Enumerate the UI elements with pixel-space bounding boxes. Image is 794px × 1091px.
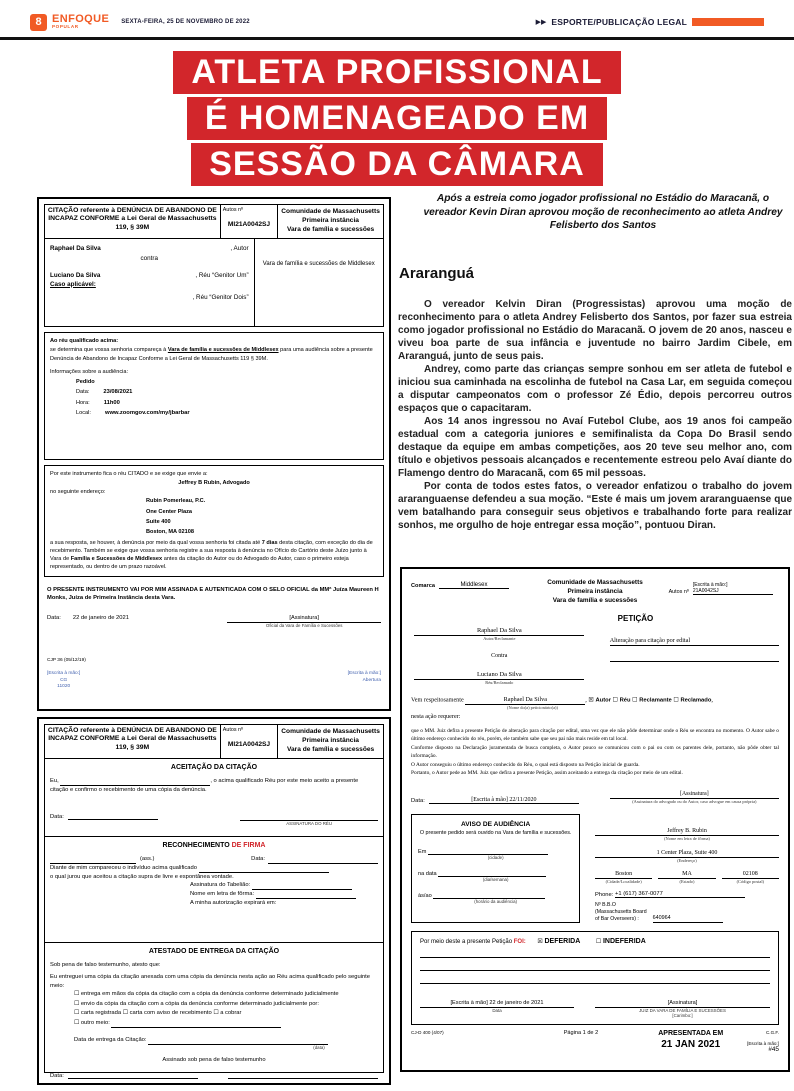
petition-title: PETIÇÃO (617, 613, 654, 623)
response-instructions: a sua resposta, se houver, à denúncia por meio da qual vossa senhoria foi citada até 7 dias desta citação, com exceção do dia de recebimento. Também se exige que vossa senhoria registre a sua resposta à denúncia no Ofício do Cartório deste Juízo junto à Vara de Família e Sucessões de Middlesex antes da citação do Autor ou do Advogado do Autor, caso o primeiro esteja representado, ou dentro de um prazo razoável. (50, 539, 373, 571)
service-option: carta registrada (80, 1010, 122, 1017)
double-arrow-icon: ▶▶ (535, 19, 547, 26)
proof-of-service-section (44, 943, 384, 1080)
blank-line (199, 866, 329, 873)
notice-title: AVISO DE AUDIÊNCIA (461, 821, 531, 829)
judge-signature-placeholder: [Assinatura] (595, 1000, 770, 1008)
date-handwritten: [Escrita à mão] 22/11/2020 (429, 797, 579, 804)
handwriting-row (44, 671, 384, 691)
headline-bar-3: SESSÃO DA CÂMARA (191, 143, 603, 186)
handwriting-right (348, 671, 381, 691)
court-division-emphasis: Vara de família e sucessões de Middlesex (167, 346, 279, 353)
attorney-address (146, 496, 378, 536)
blank-line (420, 958, 770, 971)
headline (0, 48, 794, 186)
form-code: CJP 36 (05/12/19) (47, 658, 86, 664)
phone-label: Phone: (594, 892, 614, 899)
date-label: Data: (50, 813, 64, 820)
address-intro: no seguinte endereço: (50, 488, 106, 495)
checkbox-icon: ☐ (595, 938, 602, 945)
masthead-date: SEXTA-FEIRA, 25 DE NOVEMBRO DE 2022 (121, 19, 250, 25)
blank-line (420, 945, 770, 958)
checkbox-icon: ☐ (74, 1000, 80, 1007)
delivery-date-row (74, 1036, 378, 1045)
proof-title: ATESTADO DE ENTREGA DA CITAÇÃO (148, 947, 280, 955)
signature-block (227, 615, 381, 628)
address-line: Suite 400 (146, 518, 171, 525)
county-label: Comarca (411, 583, 435, 589)
date-signature-row (44, 615, 384, 628)
court-line: Primeira instância (302, 216, 359, 224)
notice-city-label: Em (418, 848, 427, 855)
citation-header-table (44, 724, 384, 759)
section-header (536, 17, 764, 27)
petitioner-name: Raphael Da Silva (465, 695, 585, 705)
court-cell (278, 205, 383, 238)
legal-doc-petition (400, 567, 790, 1072)
brand-logo (52, 14, 109, 30)
attorney-name: Jeffrey B. Rubin (595, 828, 779, 836)
petition-parties (411, 627, 779, 685)
defendant-signature-caption: ASSINATURA DO RÉU (286, 821, 333, 827)
attorney-address-caption: (Endereço) (677, 858, 697, 864)
checkbox-icon: ☐ (612, 696, 619, 704)
role-reu: Réu (619, 697, 631, 704)
stamp-label: [Carimbo:] (672, 1012, 693, 1018)
signed-under-penalty: Assinado sob pena de falso testemunho (162, 1056, 266, 1063)
date-label: Data: (47, 615, 61, 622)
notice-time-caption: (horário da audiência) (474, 898, 517, 904)
legal-doc-citation (37, 197, 391, 711)
blank-line (428, 848, 548, 855)
masthead (30, 9, 764, 35)
notary-date-label: Data: (251, 856, 265, 863)
checkbox-icon: ☐ (74, 1019, 80, 1026)
checkbox-icon: ☐ (122, 1010, 128, 1017)
docket-label: Autos nº (222, 727, 243, 733)
date-label: Data: (50, 1073, 64, 1080)
notice-date-caption: (dia/semana) (482, 876, 509, 882)
notary-title: RECONHECIMENTO (162, 841, 232, 849)
service-option: envio da cópia da citação com a cópia da denúncia conforme determinado judicialmente por: (80, 1000, 319, 1007)
blank-line (252, 883, 352, 890)
checkbox-icon: ☐ (74, 991, 80, 998)
court-emphasis: Família e Sucessões de Middlesex (70, 555, 163, 562)
petition-paragraph: Conforme disposto na Declaração juramentada de busca completa, o Autor pouco se comunicou com o pai ou com os parentes dele, portanto, não pôde obter tal informação. (411, 744, 779, 760)
blank-line (240, 814, 378, 821)
signature-caption: (Assinatura do advogado ou do Autor, caso advogue em causa própria) (632, 799, 757, 805)
date-label: Data: (411, 798, 425, 805)
citation-title: CITAÇÃO referente à DENÚNCIA DE ABANDONO DE INCAPAZ CONFORME a Lei Geral de Massachusetts 119, § 39M (45, 725, 221, 758)
signature-placeholder: [Assinatura] (610, 791, 779, 799)
notary-title-red: DE FIRMA (231, 841, 266, 849)
docket-label: Autos nº (668, 589, 689, 595)
handwriting-left (47, 671, 80, 691)
hearing-info (76, 377, 378, 418)
delivery-date-label: Data de entrega da Citação: (74, 1037, 147, 1044)
defendant-name: Luciano Da Silva (414, 671, 584, 680)
bbo-label: (Massachusetts Board (594, 909, 647, 916)
defendant1-name: Luciano Da Silva (50, 271, 101, 279)
court-line: Primeira instância (567, 587, 623, 595)
petition-subject: Alteração para citação por edital (610, 637, 779, 646)
checkbox-checked-icon: ☒ (537, 938, 543, 945)
blank-line (268, 857, 378, 864)
page-number-badge: 8 (30, 14, 47, 31)
handwriting-label: [Escrita à mão:] (747, 1040, 779, 1046)
blank-line (68, 813, 158, 820)
response-box (44, 465, 384, 577)
docket-label: Autos nº (222, 207, 243, 213)
blank-line (68, 1072, 198, 1079)
address-line: One Center Plaza (146, 508, 193, 515)
petition-date-signature (411, 791, 779, 804)
summons-box (44, 332, 384, 460)
address-line: Boston, MA 02108 (146, 528, 194, 535)
blank-line (148, 1038, 328, 1045)
handwriting-label: [Escrita à mão:] (347, 671, 381, 677)
court-cell (521, 576, 668, 606)
plaintiff-name: Raphael Da Silva (50, 244, 101, 252)
hearing-info-label: Informações sobre a audiência: (50, 369, 129, 376)
served-line: Por este instrumento fica o réu CITADO e se exige que envie a: (50, 470, 208, 477)
oath-line: Sob pena de falso testemunho, atesto que: (50, 962, 161, 969)
decision-denied: INDEFERIDA (602, 937, 646, 945)
bbo-label: of Bar Overseers) : (594, 915, 639, 922)
hearing-date: 23/08/2021 (103, 389, 133, 396)
signature-placeholder: [Assinatura] (227, 615, 381, 623)
page-indicator: Página 1 de 2 (563, 1029, 599, 1036)
notary-expiry-label: A minha autorização expirará em: (190, 899, 277, 906)
to-defendant-line: Ao réu qualificado acima: (50, 337, 119, 344)
delivered-line: Eu entreguei uma cópia da citação anexada com uma cópia da denúncia nesta ação ao Réu acima qualificado pelo seguinte meio: (50, 973, 371, 989)
attorney-city: Boston (595, 871, 652, 879)
acceptance-section (44, 759, 384, 837)
petition-body (411, 727, 779, 777)
request-intro: nesta ação requerer: (411, 712, 461, 720)
blank-line (228, 1072, 378, 1079)
handwriting-value: #45 (768, 1045, 779, 1053)
notary-signature-label: Assinatura do Tabelião: (190, 882, 251, 889)
citation-title: CITAÇÃO referente à DENÚNCIA DE ABANDONO DE INCAPAZ CONFORME a Lei Geral de Massachusetts 119, § 39M (45, 205, 221, 238)
petitioner-name-caption: (Nome do(a) peticionário(a)) (507, 705, 558, 711)
city-caption: (Cidade/Localidade) (605, 879, 642, 885)
article-paragraph: O vereador Kelvin Diran (Progressistas) aprovou uma moção de reconhecimento para o atleta Andrey Felisberto dos Santos, por fazer sua estreia como jogador profissional no Estádio do Maracanã. O jovem de 20 anos, nasceu e viveu boa parte de sua infância e juventude no bairro Jardim Cibele, em Araranguá, junto de seus pais. (398, 299, 792, 362)
decision-date-handwritten: [Escrita à mão] 22 de janeiro de 2021 (420, 1000, 574, 1008)
decision-granted: DEFERIDA (544, 937, 581, 945)
versus-label: Contra (491, 652, 508, 659)
court-line: Vara de família e sucessões (286, 225, 375, 233)
service-options (74, 990, 378, 1028)
phone-value: +1 (617) 367-0077 (615, 891, 745, 898)
blank-line (420, 971, 770, 984)
section-label: ESPORTE/PUBLICAÇÃO LEGAL (551, 17, 687, 27)
petition-header (411, 576, 779, 606)
hearing-time-label: Hora: (76, 399, 90, 406)
notary-line2: o qual jurou que aceitou a citação supra de livre e espontânea vontade. (50, 873, 234, 880)
plaintiff-role: , Autor (230, 244, 249, 252)
notary-line1: Diante de mim compareceu o indivíduo acima qualificado (50, 864, 378, 873)
witness-clause: O PRESENTE INSTRUMENTO VAI POR MIM ASSINADA E AUTENTICADA COM O SELO OFICIAL da MMª Juíza Maureen H Monks, Juíza de Primeira Instância desta Vara. (47, 586, 379, 602)
signature-abbrev-caption: (ass.) (140, 856, 155, 863)
filed-stamp (658, 1030, 723, 1050)
signature-caption: Oficial da Vara de Família e Sucessões (265, 623, 343, 629)
petition-paragraph: O Autor conseguiu o último endereço conhecido do Réu, o qual está disposto na Petição inicial de guarda. (411, 761, 640, 768)
headline-bar-2: É HOMENAGEADO EM (187, 97, 607, 140)
versus-label: contra (140, 254, 159, 262)
plaintiff-name: Raphael Da Silva (414, 627, 584, 636)
headline-bar-1: ATLETA PROFISSIONAL (173, 51, 620, 94)
article-heading: Araranguá (399, 265, 475, 282)
role-reclamante: Reclamante (639, 697, 672, 704)
decision-line: Por meio deste a presente Petição FOI: ☒ DEFERIDA ☐ INDEFERIDA (420, 937, 646, 945)
service-option: a cobrar (220, 1010, 242, 1017)
docket-number: MI21A0042SJ (227, 220, 271, 228)
attorney-name-caption: (Nome em letra de fôrma) (664, 836, 710, 842)
defendant1-role: , Réu “Genitor Um” (195, 271, 249, 279)
deadline-emphasis: 7 dias (261, 539, 278, 546)
court-division: Vara de família e sucessões de Middlesex (262, 260, 375, 267)
court-cell (278, 725, 383, 758)
checkbox-icon: ☐ (74, 1010, 80, 1017)
notice-time-label: às/ao (418, 892, 432, 899)
case-applicable-label: Caso aplicável: (50, 280, 96, 288)
court-line: Primeira instância (302, 736, 359, 744)
footer-right (747, 1030, 779, 1053)
bbo-block (595, 902, 779, 922)
blank-line (256, 892, 356, 899)
service-option: entrega em mãos da cópia da citação com a cópia da denúncia conforme determinado judicialmente (80, 991, 339, 998)
court-line: Comunidade de Massachusetts (281, 208, 380, 215)
attorney-state: MA (658, 871, 715, 879)
notice-city-caption: (cidade) (487, 854, 504, 860)
court-line: Comunidade de Massachusetts (547, 579, 643, 586)
hearing-time: 11h00 (103, 399, 120, 406)
blank-line (60, 779, 210, 786)
attorney-column (595, 814, 779, 922)
blank-line (111, 1021, 281, 1028)
section-orange-bar (692, 18, 764, 26)
handwriting-value: CG (60, 677, 68, 683)
defendant-caption: Réu/Reclamado (485, 679, 514, 685)
role-autor: Autor (595, 697, 611, 704)
handwriting-value: Abertura (362, 677, 381, 683)
hearing-date-label: Data: (76, 389, 90, 396)
blank-line (610, 646, 779, 662)
notarization-section (44, 837, 384, 943)
checkbox-checked-icon: ☒ (588, 696, 594, 704)
acceptance-sentence: Eu, , o acima qualificado Réu por este meio aceito a presente citação e confirmo o recebimento de uma cópia da denúncia. (50, 778, 359, 793)
checkbox-icon: ☐ (213, 1010, 219, 1017)
petition-paragraph: Portanto, o Autor pede ao MM. Juiz que defira a presente Petição, assim aceitando a entrega da citação por meio de um edital. (411, 769, 683, 776)
stamp-line: APRESENTADA EM (658, 1029, 724, 1037)
state-caption: (Estado) (679, 879, 695, 885)
notice-body: O presente pedido será ouvido na Vara de família e sucessões. (419, 830, 572, 837)
docket-cell (221, 205, 278, 238)
parties-left (45, 239, 255, 326)
court-line: Comunidade de Massachusetts (281, 728, 380, 735)
service-option: carta com aviso de recebimento (129, 1010, 212, 1017)
decision-date-caption: Data (492, 1007, 502, 1013)
bbo-number: 640964 (653, 915, 723, 923)
decision-foi: FOI: (513, 938, 526, 945)
attorney-name: Jeffrey B Rubin, Advogado (178, 479, 250, 486)
date-value: 22 de janeiro de 2021 (72, 615, 129, 622)
article-body (398, 298, 792, 532)
petition-footer (411, 1030, 779, 1053)
blank-line (50, 857, 136, 864)
blank-line (433, 892, 545, 899)
masthead-rule (0, 37, 794, 40)
docket-number: MI21A0042SJ (227, 740, 271, 748)
citation-header-table (44, 204, 384, 239)
decision-box (411, 931, 779, 1025)
petition-paragraph: que o MM. Juiz defira a presente Petição de alteração para citação por edital, uma vez que ele não pôde determinar onde o Réu se encontra no momento. O Autor sabe o último endereço conhecido do réu, porém, ele também sabe que seu pai não mais reside em tal local. (411, 728, 779, 743)
stamp-date: 21 JAN 2021 (661, 1038, 721, 1050)
article-paragraph: Andrey, como parte das crianças sempre sonhou em ser atleta de futebol e iniciou sua caminhada na escolinha de futebol na Casa Lar, em seguida começou a disputar campeonatos com o professor Zé Édio, depois percorreu outros espaços que o capacitaram. (398, 364, 792, 414)
address-line: Rubin Pomerleau, P.C. (146, 498, 206, 505)
delivery-date-caption: (data) (313, 1045, 325, 1051)
article-paragraph: Por conta de todos estes fatos, o vereador enfatizou o trabalho do jovem araranguaense defendeu a sua moção. “Este é mais um jovem araranguaense que vem batalhando para conseguir seus objetivos e trabalhando forte para realizar sonhos, me orgulho de hoje entregar essa moção”, pontuou Diran. (398, 481, 792, 531)
article-paragraph: Aos 14 anos ingressou no Avaí Futebol Clube, aos 19 anos foi campeão estadual com a categoria juniores e semifinalista da Copa Do Brasil sendo destaque da equipe em ambas competições, aos 20 teve seu melhor ano, com título e objetivos pessoais alcançados e recentemente estreou pelo Avaí diante do Flamengo dentro do Maracanã, com 65 mil pessoas. (398, 416, 792, 479)
attorney-address: 1 Center Plaza, Suite 400 (595, 850, 779, 858)
service-option: outro meio: (80, 1019, 110, 1026)
docket-number: [Escrita à mão:] 21A0042SJ (693, 582, 773, 595)
petitioner-line: Vem respeitosamente Raphael Da Silva , ☒ Autor ☐ Réu ☐ Reclamante ☐ Reclamado, (Nome do(a) peticionário(a)) nesta ação requerer: (411, 695, 779, 721)
blank-line (438, 870, 546, 877)
docket-cell (221, 725, 278, 758)
acceptance-title: ACEITAÇÃO DA CITAÇÃO (170, 763, 258, 771)
form-code: CJ-D 400 (4/07) (411, 1029, 444, 1035)
plaintiff-caption: Autor/Reclamante (483, 635, 516, 641)
handwriting-label: [Escrita à mão:] (47, 671, 81, 677)
article-lead: Após a estreia como jogador profissional no Estádio do Maracanã, o vereador Kevin Diran aprovou moção de reconhecimento ao atleta Andrey Felisberto dos Santos (423, 193, 783, 231)
legal-doc-acceptance (37, 717, 391, 1085)
notice-date-label: na data (418, 870, 437, 877)
hearing-notice-box (411, 814, 580, 922)
zip-caption: (Código postal) (736, 879, 765, 885)
handwriting-value: 11020 (57, 684, 71, 690)
bbo-label: Nº B.B.O (594, 902, 616, 909)
defendant2-role: , Réu “Genitor Dois” (192, 293, 249, 301)
initials: C.G.F. (765, 1029, 779, 1035)
hearing-place-label: Local: (76, 410, 91, 417)
judge-caption: JUIZ DA VARA DE FAMÍLIA E SUCESSÕES (639, 1007, 726, 1013)
court-line: Vara de família e sucessões (286, 745, 375, 753)
county-value: Middlesex (439, 582, 509, 589)
checkbox-icon: ☐ (673, 696, 679, 704)
brand-name-top: ENFOQUE (52, 13, 110, 26)
hearing-url: www.zoomgov.com/my/jbarbar (104, 410, 190, 417)
petition-columns (411, 814, 779, 922)
brand-name-bottom: POPULAR (52, 24, 79, 30)
court-line: Vara de família e sucessões (552, 596, 638, 604)
role-reclamado: Reclamado (680, 697, 712, 704)
summons-text: se determina que vossa senhoria compareça à Vara de família e sucessões de Middlesex para uma audiência sobre a presente Denúncia de Abandono de Incapaz Conforme a Lei Geral de Massachusetts 119 § 39M. (50, 346, 373, 362)
hearing-type: Pedido (76, 379, 95, 386)
attorney-zip: 02108 (722, 871, 779, 879)
decision-date-signature (420, 1000, 770, 1018)
parties-table (44, 239, 384, 327)
notary-name-label: Nome em letra de fôrma: (190, 890, 255, 897)
checkbox-icon: ☐ (632, 696, 638, 704)
